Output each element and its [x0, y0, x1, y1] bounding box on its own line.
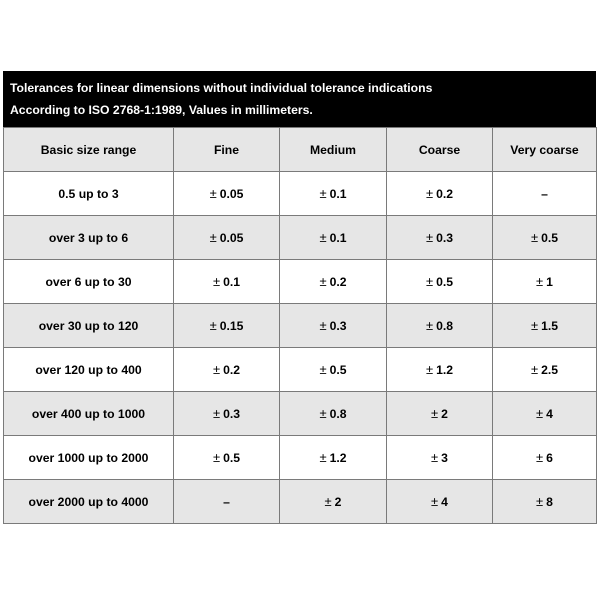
tolerance-value: 3	[441, 451, 448, 465]
title-line-1: Tolerances for linear dimensions without individual tolerance indications	[10, 81, 433, 95]
plus-minus-symbol: ±	[212, 362, 221, 377]
tolerance-value: 2.5	[541, 363, 559, 377]
very-coarse-tolerance-cell	[493, 348, 597, 392]
very-coarse-tolerance-cell	[493, 304, 597, 348]
fine-tolerance-cell	[174, 260, 280, 304]
coarse-tolerance-cell	[387, 392, 493, 436]
plus-minus-symbol: ±	[431, 494, 439, 509]
plus-minus-symbol: ±	[319, 230, 327, 245]
plus-minus-symbol: ±	[536, 450, 544, 465]
tolerance-value: 0.3	[223, 407, 241, 421]
tolerance-value: 0.5	[329, 363, 347, 377]
tolerance-value: 2	[334, 495, 342, 509]
plus-minus-symbol: ±	[212, 450, 221, 465]
very-coarse-tolerance-cell	[493, 480, 597, 524]
plus-minus-symbol: ±	[536, 274, 544, 289]
tolerance-value: 0.3	[329, 319, 347, 333]
fine-tolerance-cell	[174, 480, 280, 524]
plus-minus-symbol: ±	[536, 406, 544, 421]
plus-minus-symbol: ±	[425, 362, 434, 377]
table-row	[4, 392, 597, 436]
size-range-cell: over 6 up to 30	[4, 260, 174, 304]
very-coarse-tolerance-cell	[493, 436, 597, 480]
fine-tolerance-cell	[174, 436, 280, 480]
tolerance-value: 0.5	[436, 275, 454, 289]
column-header-very-coarse: Very coarse	[493, 128, 597, 172]
tolerance-value: 1.5	[541, 319, 559, 333]
coarse-tolerance-cell	[387, 216, 493, 260]
tolerance-value: 2	[441, 407, 448, 421]
plus-minus-symbol: ±	[425, 274, 434, 289]
column-header-basic-size: Basic size range	[4, 128, 174, 172]
column-header-coarse: Coarse	[387, 128, 493, 172]
tolerance-value: 0.05	[219, 187, 244, 201]
tolerance-value: 0.1	[329, 231, 347, 245]
medium-tolerance-cell	[280, 436, 387, 480]
tolerance-value: 0.5	[541, 231, 559, 245]
fine-tolerance-cell	[174, 172, 280, 216]
fine-tolerance-cell	[174, 392, 280, 436]
table-row	[4, 172, 597, 216]
plus-minus-symbol: ±	[530, 318, 539, 333]
medium-tolerance-cell	[280, 216, 387, 260]
medium-tolerance-cell	[280, 304, 387, 348]
very-coarse-tolerance-cell	[493, 216, 597, 260]
column-header-fine: Fine	[174, 128, 280, 172]
tolerance-value: 0.05	[219, 231, 244, 245]
plus-minus-symbol: ±	[324, 494, 332, 509]
fine-tolerance-cell	[174, 216, 280, 260]
tolerance-value: 0.2	[329, 275, 347, 289]
size-range-cell: over 3 up to 6	[4, 216, 174, 260]
table-header-row	[4, 128, 597, 172]
plus-minus-symbol: ±	[319, 318, 327, 333]
medium-tolerance-cell	[280, 480, 387, 524]
size-range-cell: 0.5 up to 3	[4, 172, 174, 216]
tolerance-value: 0.1	[223, 275, 241, 289]
tolerance-value: –	[223, 494, 230, 509]
plus-minus-symbol: ±	[319, 450, 327, 465]
coarse-tolerance-cell	[387, 480, 493, 524]
tolerance-value: –	[541, 186, 548, 201]
table-title-bar	[3, 71, 596, 127]
table-body	[4, 172, 597, 524]
plus-minus-symbol: ±	[530, 362, 539, 377]
tolerance-value: 4	[441, 495, 448, 509]
plus-minus-symbol: ±	[209, 230, 217, 245]
size-range-cell: over 400 up to 1000	[4, 392, 174, 436]
tolerance-value: 1.2	[329, 451, 347, 465]
plus-minus-symbol: ±	[425, 318, 434, 333]
tolerance-document	[3, 71, 596, 524]
fine-tolerance-cell	[174, 304, 280, 348]
table-row	[4, 216, 597, 260]
size-range-cell: over 2000 up to 4000	[4, 480, 174, 524]
tolerance-value: 8	[546, 495, 553, 509]
table-row	[4, 260, 597, 304]
tolerance-value: 4	[546, 407, 553, 421]
plus-minus-symbol: ±	[530, 230, 539, 245]
plus-minus-symbol: ±	[319, 362, 327, 377]
table-row	[4, 436, 597, 480]
plus-minus-symbol: ±	[319, 274, 327, 289]
coarse-tolerance-cell	[387, 260, 493, 304]
coarse-tolerance-cell	[387, 304, 493, 348]
tolerance-value: 0.1	[329, 187, 347, 201]
tolerance-value: 0.15	[219, 319, 244, 333]
table-row	[4, 348, 597, 392]
tolerance-value: 0.8	[436, 319, 454, 333]
very-coarse-tolerance-cell	[493, 392, 597, 436]
column-header-medium: Medium	[280, 128, 387, 172]
tolerance-value: 0.2	[436, 187, 454, 201]
plus-minus-symbol: ±	[536, 494, 544, 509]
fine-tolerance-cell	[174, 348, 280, 392]
tolerance-value: 1.2	[436, 363, 454, 377]
plus-minus-symbol: ±	[209, 186, 217, 201]
coarse-tolerance-cell	[387, 436, 493, 480]
size-range-cell: over 1000 up to 2000	[4, 436, 174, 480]
plus-minus-symbol: ±	[431, 406, 439, 421]
tolerance-table	[3, 127, 597, 524]
medium-tolerance-cell	[280, 392, 387, 436]
table-row	[4, 480, 597, 524]
table-row	[4, 304, 597, 348]
tolerance-value: 0.5	[223, 451, 241, 465]
title-line-2: According to ISO 2768-1:1989, Values in millimeters.	[10, 103, 313, 117]
plus-minus-symbol: ±	[319, 406, 327, 421]
plus-minus-symbol: ±	[319, 186, 327, 201]
plus-minus-symbol: ±	[425, 186, 434, 201]
coarse-tolerance-cell	[387, 172, 493, 216]
medium-tolerance-cell	[280, 348, 387, 392]
medium-tolerance-cell	[280, 172, 387, 216]
size-range-cell: over 120 up to 400	[4, 348, 174, 392]
plus-minus-symbol: ±	[209, 318, 217, 333]
plus-minus-symbol: ±	[212, 406, 221, 421]
plus-minus-symbol: ±	[212, 274, 221, 289]
tolerance-value: 0.2	[223, 363, 241, 377]
plus-minus-symbol: ±	[425, 230, 434, 245]
coarse-tolerance-cell	[387, 348, 493, 392]
tolerance-value: 6	[546, 451, 553, 465]
very-coarse-tolerance-cell	[493, 260, 597, 304]
medium-tolerance-cell	[280, 260, 387, 304]
tolerance-value: 1	[546, 275, 553, 289]
size-range-cell: over 30 up to 120	[4, 304, 174, 348]
very-coarse-tolerance-cell	[493, 172, 597, 216]
tolerance-value: 0.8	[329, 407, 347, 421]
tolerance-value: 0.3	[436, 231, 454, 245]
plus-minus-symbol: ±	[431, 450, 439, 465]
